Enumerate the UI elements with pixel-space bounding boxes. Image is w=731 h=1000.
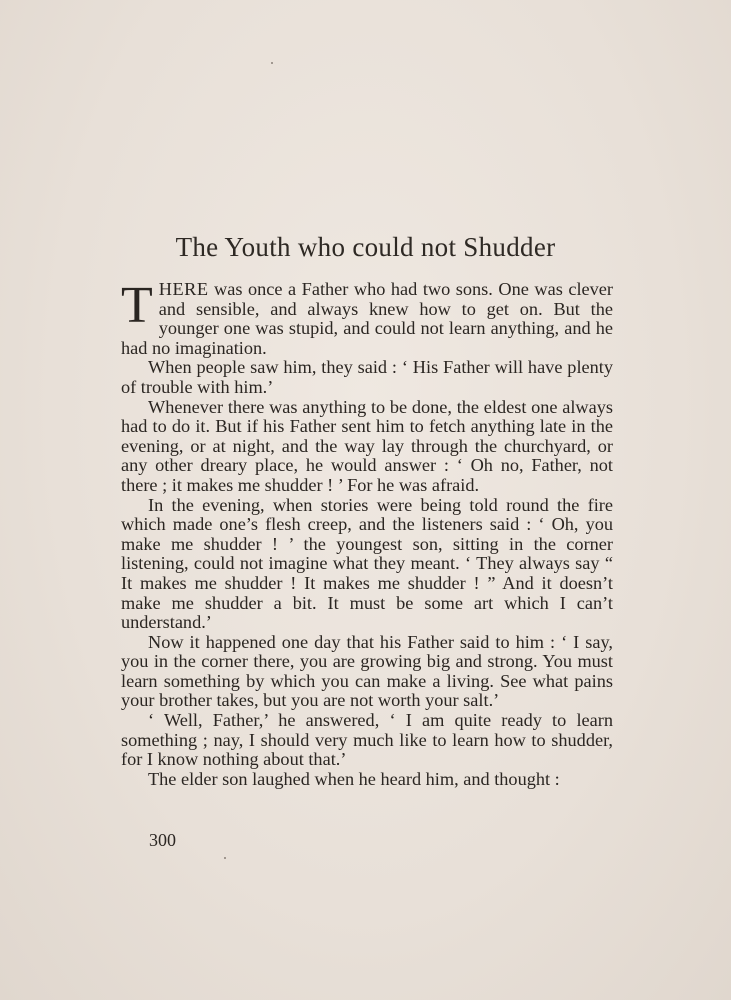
chapter-title: The Youth who could not Shudder [175, 232, 556, 262]
paper-speck [224, 857, 226, 859]
paragraph: In the evening, when stories were being told round the fire which made one’s flesh creep, and the listeners said : ‘ Oh, you make me shudder ! ’ the youngest son, sitting in the corner listening, could not imagine what they meant. ‘ They always say “ It makes me shudder ! It makes me shudder ! ” And it doesn’t make me shudder a bit. It must be some art which I can’t understand.’ [121, 494, 613, 633]
paragraph: When people saw him, they said : ‘ His Father will have plenty of trouble with him.’ [121, 357, 613, 397]
opening-text: was once a Father who had two sons. One was clever and sensible, and always knew how to get on. But the younger one was stupid, and could not learn anything, and he had no imagination. [121, 279, 613, 358]
paragraph: Whenever there was anything to be done, the eldest one always had to do it. But if his Father sent him to fetch anything late in the evening, or at night, and the way lay through the churchyard, or any other dreary place, he would answer : ‘ Oh no, Father, not there ; it makes me shudder ! ’ For he was afraid. [121, 396, 613, 495]
paragraph: Now it happened one day that his Father said to him : ‘ I say, you in the corner there, you are growing big and strong. You must learn something by which you can make a living. See what pains your brother takes, but you are not worth your salt.’ [121, 631, 613, 711]
paragraph: ‘ Well, Father,’ he answered, ‘ I am quite ready to learn something ; nay, I should very much like to learn how to shudder, for I know nothing about that.’ [121, 710, 613, 770]
opening-paragraph [121, 277, 613, 358]
opening-smallcaps: HERE [158, 279, 209, 299]
paragraph: The elder son laughed when he heard him, and thought : [148, 768, 560, 789]
page-number: 300 [149, 830, 176, 850]
paper-speck [271, 62, 273, 64]
drop-cap: T [121, 277, 153, 334]
story-text [121, 277, 613, 789]
